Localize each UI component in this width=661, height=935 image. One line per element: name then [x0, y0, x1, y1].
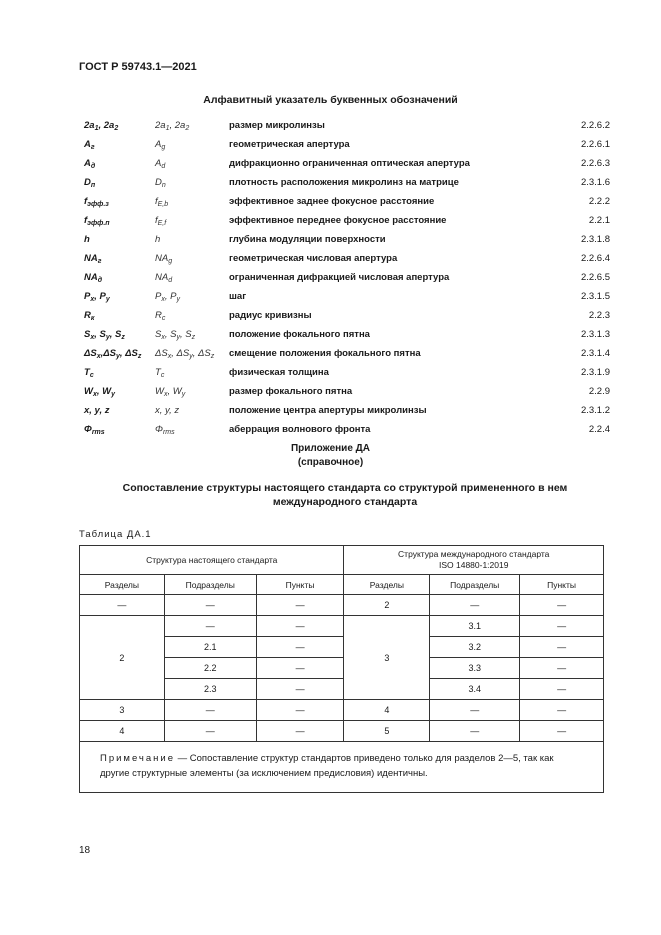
- symbol-subscript: c: [160, 372, 165, 379]
- symbol-reference: 2.3.1.3: [580, 329, 610, 340]
- index-row: [84, 363, 610, 382]
- table-cell: —: [256, 700, 344, 721]
- symbol-subscript: г: [97, 258, 102, 265]
- symbol-russian: $NA_д$: [84, 272, 103, 284]
- symbol-description: глубина модуляции поверхности: [229, 234, 386, 245]
- symbol-reference: 2.2.6.3: [580, 158, 610, 169]
- column-header: Пункты: [520, 575, 604, 595]
- column-header: Подразделы: [430, 575, 520, 595]
- comparison-title: [95, 481, 595, 509]
- symbol-international: $A_d$: [155, 158, 166, 170]
- symbol-international: $P_x$, $P_y$: [155, 291, 180, 303]
- table-cell: 2: [80, 616, 165, 700]
- column-header: Разделы: [80, 575, 165, 595]
- appendix-line2: (справочное): [297, 457, 364, 468]
- symbol-subscript: д: [97, 277, 103, 284]
- symbol-russian: $NA_г$: [84, 253, 102, 265]
- symbol-reference: 2.2.2: [588, 196, 610, 207]
- symbol-subscript: y: [111, 391, 116, 398]
- symbol-russian: x, y, z: [84, 405, 110, 416]
- symbol-subscript: y: [176, 334, 180, 341]
- symbol-description: ограниченная дифракцией числовая апертура: [229, 272, 450, 283]
- column-header: Разделы: [344, 575, 430, 595]
- index-row: [84, 116, 610, 135]
- table-caption: Таблица ДА.1: [79, 529, 152, 540]
- symbol-international: $W_x$, $W_y$: [155, 386, 186, 398]
- appendix-heading: [0, 442, 661, 470]
- table-cell: 3.2: [430, 637, 520, 658]
- symbol-international: $f_{E,b}$: [155, 196, 169, 208]
- symbol-description: аберрация волнового фронта: [229, 424, 371, 435]
- table-row: [80, 721, 604, 742]
- symbol-reference: 2.3.1.5: [580, 291, 610, 302]
- index-row: [84, 382, 610, 401]
- table-cell: —: [520, 595, 604, 616]
- symbol-reference: 2.3.1.8: [580, 234, 610, 245]
- symbol-subscript: z: [210, 353, 215, 360]
- symbol-subscript: E,b: [157, 201, 169, 208]
- symbol-subscript: к: [90, 315, 95, 322]
- symbol-international: $NA_g$: [155, 253, 173, 265]
- table-cell: 2.3: [164, 679, 256, 700]
- index-row: [84, 325, 610, 344]
- symbol-subscript: y: [181, 391, 186, 398]
- table-cell: 4: [344, 700, 430, 721]
- table-cell: 2: [344, 595, 430, 616]
- symbol-description: геометрическая числовая апертура: [229, 253, 398, 264]
- index-row: [84, 192, 610, 211]
- symbol-subscript: x: [161, 296, 165, 303]
- symbol-reference: 2.3.1.4: [580, 348, 610, 359]
- structure-comparison-table: [79, 545, 604, 793]
- symbol-subscript: d: [161, 163, 166, 170]
- symbol-subscript: E,f: [157, 220, 167, 227]
- appendix-line1: Приложение ДА: [290, 443, 371, 454]
- symbol-subscript: x: [92, 391, 97, 398]
- symbol-international: $A_g$: [155, 139, 166, 151]
- symbol-subscript: y: [189, 353, 193, 360]
- index-row: [84, 420, 610, 439]
- symbol-description: радиус кривизны: [229, 310, 312, 321]
- symbol-international: $\Delta S_x$, $\Delta S_y$, $\Delta S_z$: [155, 348, 215, 360]
- table-cell: —: [520, 658, 604, 679]
- symbol-russian: $T_c$: [84, 367, 94, 379]
- symbol-international: h: [155, 234, 161, 245]
- index-row: [84, 287, 610, 306]
- symbol-index: [84, 116, 610, 439]
- comparison-title-line2: международного стандарта: [272, 496, 418, 508]
- index-row: [84, 249, 610, 268]
- symbol-international: $2a_1$, $2a_2$: [155, 120, 190, 132]
- symbol-subscript: 2: [185, 125, 190, 132]
- group-header-international: [344, 546, 604, 575]
- table-cell: 3.1: [430, 616, 520, 637]
- symbol-description: плотность расположения микролинз на матрице: [229, 177, 459, 188]
- group-header-international-line2: ISO 14880-1:2019: [438, 560, 509, 570]
- symbol-subscript: эфф.з: [87, 201, 109, 208]
- index-row: [84, 135, 610, 154]
- symbol-subscript: d: [168, 277, 173, 284]
- symbol-subscript: rms: [162, 429, 175, 436]
- table-cell: —: [520, 637, 604, 658]
- symbol-subscript: x: [161, 334, 165, 341]
- table-cell: 3: [80, 700, 165, 721]
- index-row: [84, 173, 610, 192]
- symbol-subscript: п: [90, 182, 96, 189]
- symbol-description: эффективное переднее фокусное расстояние: [229, 215, 447, 226]
- symbol-russian: h: [84, 234, 90, 245]
- symbol-reference: 2.2.6.5: [580, 272, 610, 283]
- symbol-reference: 2.2.3: [588, 310, 610, 321]
- table-cell: —: [256, 637, 344, 658]
- symbol-description: положение фокального пятна: [229, 329, 370, 340]
- index-row: [84, 211, 610, 230]
- table-row: [80, 700, 604, 721]
- table-cell: 4: [80, 721, 165, 742]
- note-label: Примечание: [100, 753, 175, 764]
- symbol-subscript: д: [90, 163, 96, 170]
- symbol-reference: 2.2.6.2: [580, 120, 610, 131]
- symbol-russian: $S_x$, $S_y$, $S_z$: [84, 329, 125, 341]
- symbol-russian: $R_к$: [84, 310, 95, 322]
- index-row: [84, 268, 610, 287]
- symbol-subscript: z: [121, 334, 125, 341]
- table-cell: —: [256, 721, 344, 742]
- table-cell: 3.3: [430, 658, 520, 679]
- symbol-russian: $W_x$, $W_y$: [84, 386, 116, 398]
- symbol-subscript: y: [105, 334, 110, 341]
- symbol-description: шаг: [229, 291, 247, 302]
- table-cell: —: [164, 616, 256, 637]
- symbol-description: эффективное заднее фокусное расстояние: [229, 196, 435, 207]
- symbol-subscript: эфф.п: [87, 220, 110, 227]
- symbol-description: физическая толщина: [229, 367, 329, 378]
- symbol-description: геометрическая апертура: [229, 139, 350, 150]
- symbol-international: $D_n$: [155, 177, 166, 189]
- table-cell: 5: [344, 721, 430, 742]
- symbol-subscript: z: [137, 353, 142, 360]
- symbol-reference: 2.2.6.4: [580, 253, 610, 264]
- table-cell: —: [256, 679, 344, 700]
- index-row: [84, 306, 610, 325]
- symbol-russian: $\Delta S_x,\Delta S_y$, $\Delta S_z$: [84, 348, 142, 360]
- symbol-international: $NA_d$: [155, 272, 173, 284]
- symbol-reference: 2.2.6.1: [580, 139, 610, 150]
- symbol-subscript: x: [90, 296, 95, 303]
- table-row: [80, 595, 604, 616]
- page-number: 18: [79, 845, 91, 856]
- index-row: [84, 401, 610, 420]
- symbol-international: $R_c$: [155, 310, 166, 322]
- table-cell: 3.4: [430, 679, 520, 700]
- symbol-subscript: y: [105, 296, 110, 303]
- symbol-subscript: 1: [94, 125, 99, 132]
- table-cell: —: [430, 721, 520, 742]
- symbol-russian: $A_г$: [84, 139, 95, 151]
- symbol-subscript: x: [96, 353, 101, 360]
- symbol-russian: $f_{эфф.з}$: [84, 196, 109, 208]
- symbol-russian: $D_п$: [84, 177, 96, 189]
- table-cell: —: [430, 595, 520, 616]
- index-row: [84, 230, 610, 249]
- symbol-subscript: g: [168, 258, 173, 265]
- table-cell: 2.1: [164, 637, 256, 658]
- column-header: Подразделы: [164, 575, 256, 595]
- symbol-subscript: x: [90, 334, 95, 341]
- symbol-description: размер микролинзы: [229, 120, 325, 131]
- symbol-subscript: x: [163, 391, 168, 398]
- symbol-reference: 2.3.1.2: [580, 405, 610, 416]
- symbol-international: $f_{E,f}$: [155, 215, 167, 227]
- table-cell: —: [256, 595, 344, 616]
- table-cell: —: [256, 658, 344, 679]
- group-header-international-line1: Структура международного стандарта: [398, 549, 550, 559]
- table-cell: —: [430, 700, 520, 721]
- symbol-subscript: g: [161, 144, 166, 151]
- symbol-international: x, y, z: [155, 405, 180, 416]
- symbol-russian: $\Phi_{rms}$: [84, 424, 105, 436]
- symbol-reference: 2.2.1: [588, 215, 610, 226]
- comparison-title-line1: Сопоставление структуры настоящего стандарта со структурой примененного в нем: [122, 482, 568, 494]
- table-cell: —: [164, 595, 256, 616]
- symbol-russian: $A_д$: [84, 158, 96, 170]
- note-text: — Сопоставление структур стандартов приведено только для разделов 2—5, так как другие структурные элементы (за исключением предисловия) идентичны.: [100, 753, 554, 779]
- table-cell: —: [520, 721, 604, 742]
- symbol-international: $S_x$, $S_y$, $S_z$: [155, 329, 196, 341]
- symbol-description: дифракционно ограниченная оптическая апертура: [229, 158, 470, 169]
- symbol-subscript: c: [161, 315, 166, 322]
- table-note: [80, 742, 604, 793]
- table-row: [80, 616, 604, 637]
- symbol-international: $T_c$: [155, 367, 165, 379]
- symbol-subscript: rms: [91, 429, 105, 436]
- symbol-subscript: y: [176, 296, 180, 303]
- table-cell: —: [80, 595, 165, 616]
- symbol-subscript: y: [115, 353, 120, 360]
- table-cell: —: [520, 679, 604, 700]
- index-title: Алфавитный указатель буквенных обозначений: [203, 94, 458, 106]
- table-cell: 3: [344, 616, 430, 700]
- symbol-subscript: 1: [165, 125, 170, 132]
- table-cell: —: [256, 616, 344, 637]
- symbol-reference: 2.2.9: [588, 386, 610, 397]
- column-header: Пункты: [256, 575, 344, 595]
- symbol-international: $\Phi_{rms}$: [155, 424, 175, 436]
- symbol-subscript: n: [161, 182, 166, 189]
- symbol-subscript: z: [191, 334, 196, 341]
- symbol-russian: $P_x$, $P_y$: [84, 291, 110, 303]
- table-cell: —: [164, 721, 256, 742]
- symbol-subscript: 2: [114, 125, 119, 132]
- index-row: [84, 344, 610, 363]
- table-cell: 2.2: [164, 658, 256, 679]
- symbol-russian: $f_{эфф.п}$: [84, 215, 110, 227]
- table-cell: —: [520, 616, 604, 637]
- symbol-description: положение центра апертуры микролинзы: [229, 405, 427, 416]
- index-row: [84, 154, 610, 173]
- symbol-description: смещение положения фокального пятна: [229, 348, 421, 359]
- group-header-current: Структура настоящего стандарта: [80, 546, 344, 575]
- table-cell: —: [520, 700, 604, 721]
- symbol-subscript: c: [89, 372, 94, 379]
- symbol-russian: $2a_1$, $2a_2$: [84, 120, 119, 132]
- document-header: ГОСТ Р 59743.1—2021: [79, 61, 197, 73]
- symbol-reference: 2.3.1.9: [580, 367, 610, 378]
- symbol-description: размер фокального пятна: [229, 386, 353, 397]
- symbol-reference: 2.2.4: [588, 424, 610, 435]
- symbol-subscript: г: [90, 144, 95, 151]
- symbol-reference: 2.3.1.6: [580, 177, 610, 188]
- table-cell: —: [164, 700, 256, 721]
- symbol-subscript: x: [167, 353, 172, 360]
